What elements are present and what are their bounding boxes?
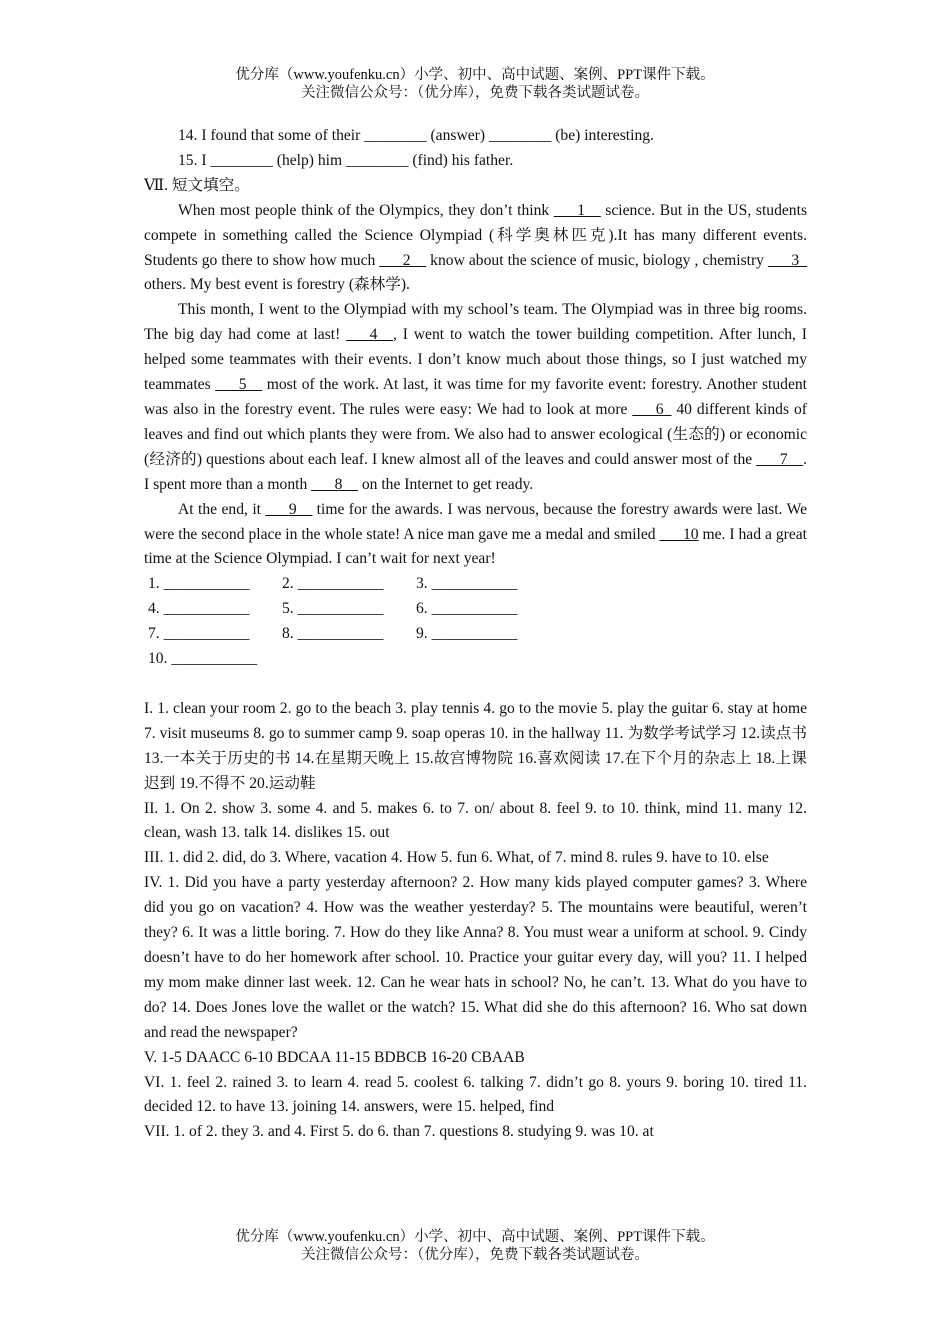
passage-text: . I spent more than a month — [144, 450, 807, 493]
passage-paragraph-1 — [144, 199, 807, 299]
spacer — [144, 672, 807, 697]
answers-section-6: VI. 1. feel 2. rained 3. to learn 4. read 5. coolest 6. talking 7. didn’t go 8. yours 9. boring 10. tired 11. decided 12. to have 13. joining 14. answers, were 15. helped, find — [144, 1073, 807, 1116]
grid-row — [144, 597, 807, 622]
footer-line-1: 优分库（www.youfenku.cn）小学、初中、高中试题、案例、PPT课件下载。 — [235, 1229, 715, 1245]
answer-blank[interactable]: 4. ___________ — [148, 600, 250, 618]
passage-text: 40 different kinds of leaves and find out which plants they were from. We also had to answer ecological (生态的) or economic (经济的) questions about each leaf. I knew almost all of the leaves and could answer most of the — [144, 400, 807, 468]
grid-row — [144, 572, 807, 597]
header-line-2: 关注微信公众号：（优分库），免费下载各类试题试卷。 — [301, 85, 649, 101]
document-body — [144, 124, 807, 1145]
passage-paragraph-3 — [144, 498, 807, 573]
answer-blank[interactable]: 10. ___________ — [148, 650, 258, 668]
answer-blank[interactable]: 9. ___________ — [416, 625, 518, 643]
question-15: 15. I ________ (help) him ________ (find) his father. — [178, 151, 514, 169]
answer-blank[interactable]: 3. ___________ — [416, 575, 518, 593]
answers-section-2: II. 1. On 2. show 3. some 4. and 5. makes 6. to 7. on/ about 8. feel 9. to 10. think, mind 11. many 12. clean, wash 13. talk 14. dislikes 15. out — [144, 799, 807, 842]
header-line-1: 优分库（www.youfenku.cn）小学、初中、高中试题、案例、PPT课件下载。 — [235, 67, 715, 83]
blank-8: ___8__ — [311, 475, 358, 493]
section-7-title: Ⅶ. 短文填空。 — [144, 176, 250, 194]
blank-6: ___6_ — [632, 400, 672, 418]
blank-5: ___5__ — [215, 376, 263, 394]
passage-text: others. My best event is forestry (森林学). — [144, 276, 410, 294]
answers-section-3: III. 1. did 2. did, do 3. Where, vacation 4. How 5. fun 6. What, of 7. mind 8. rules 9. have to 10. else — [144, 849, 769, 867]
answer-blank[interactable]: 6. ___________ — [416, 600, 518, 618]
answers-section-7: VII. 1. of 2. they 3. and 4. First 5. do 6. than 7. questions 8. studying 9. was 10. at — [144, 1123, 654, 1141]
blank-9: ___9__ — [265, 500, 313, 518]
passage-text: science. But in the US, students compete in something called the Science Olympiad (科学奥林匹克).It has many different events. Students go there to show how much — [144, 201, 808, 269]
answer-blank[interactable]: 1. ___________ — [148, 575, 250, 593]
blank-2: ___2__ — [379, 251, 427, 269]
blank-4: ___4__ — [346, 326, 393, 344]
blank-3: ___3_ — [768, 251, 807, 269]
answer-blank[interactable]: 2. ___________ — [282, 575, 384, 593]
passage-text: on the Internet to get ready. — [357, 475, 534, 493]
passage-text: When most people think of the Olympics, they don’t think — [178, 201, 554, 219]
page-footer — [0, 1228, 950, 1264]
passage-text: time for the awards. I was nervous, because the forestry awards were last. We were the second place in the whole state! A nice man gave me a medal and smiled — [144, 500, 807, 543]
answer-blank[interactable]: 7. ___________ — [148, 625, 250, 643]
footer-line-2: 关注微信公众号：（优分库），免费下载各类试题试卷。 — [301, 1247, 649, 1263]
passage-text: , I went to watch the tower building competition. After lunch, I helped some teammates with their events. I don’t know much about those things, so I just watched my teammates — [144, 326, 807, 394]
blank-10: ___10 — [659, 525, 699, 543]
passage-text: most of the work. At last, it was time for my favorite event: forestry. Another student was also in the forestry event. The rules were easy: We had to look at more — [144, 376, 808, 418]
blank-7: ___7__ — [756, 450, 804, 468]
grid-row — [144, 622, 807, 647]
answer-blanks-grid — [144, 572, 807, 672]
passage-text: This month, I went to the Olympiad with my school’s team. The Olympiad was in three big rooms. The big day had come at last! — [144, 301, 807, 344]
grid-row — [144, 647, 807, 672]
question-14: 14. I found that some of their ________ (answer) ________ (be) interesting. — [178, 127, 654, 144]
blank-1: ___1__ — [553, 201, 601, 219]
passage-paragraph-2 — [144, 298, 807, 497]
page-header — [0, 66, 950, 102]
answers-section-1: I. 1. clean your room 2. go to the beach 3. play tennis 4. go to the movie 5. play the guitar 6. stay at home 7. visit museums 8. go to summer camp 9. soap operas 10. in the hallway 11. 为数学考试学习 12.读点书 13.一本关于历史的书 14.在星期天晚上 15.故宫博物院 16.喜欢阅读 17.在下个月的杂志上 18.上课迟到 19.不得不 20.运动鞋 — [144, 699, 807, 792]
passage-text: me. I had a great time at the Science Olympiad. I can’t wait for next year! — [144, 525, 807, 568]
answers-section-5: V. 1-5 DAACC 6-10 BDCAA 11-15 BDBCB 16-20 CBAAB — [144, 1048, 525, 1066]
passage-text: At the end, it — [178, 500, 266, 518]
passage-text: know about the science of music, biology , chemistry — [426, 251, 769, 269]
answer-blank[interactable]: 8. ___________ — [282, 625, 384, 643]
answers-section-4: IV. 1. Did you have a party yesterday afternoon? 2. How many kids played computer games? 3. Where did you go on vacation? 4. How was the weather yesterday? 5. The mountains were beautiful, weren’t they? 6. It was a little boring. 7. How do they like Anna? 8. You must wear a uniform at school. 9. Cindy doesn’t have to do her homework after school. 10. Practice your guitar every day, will you? 11. I helped my mom make dinner last week. 12. Can he wear hats in school? No, he can’t. 13. What do you have to do? 14. Does Jones love the wallet or the watch? 15. What did she do this afternoon? 16. Who sat down and read the newspaper? — [144, 874, 807, 1041]
answer-blank[interactable]: 5. ___________ — [282, 600, 384, 618]
